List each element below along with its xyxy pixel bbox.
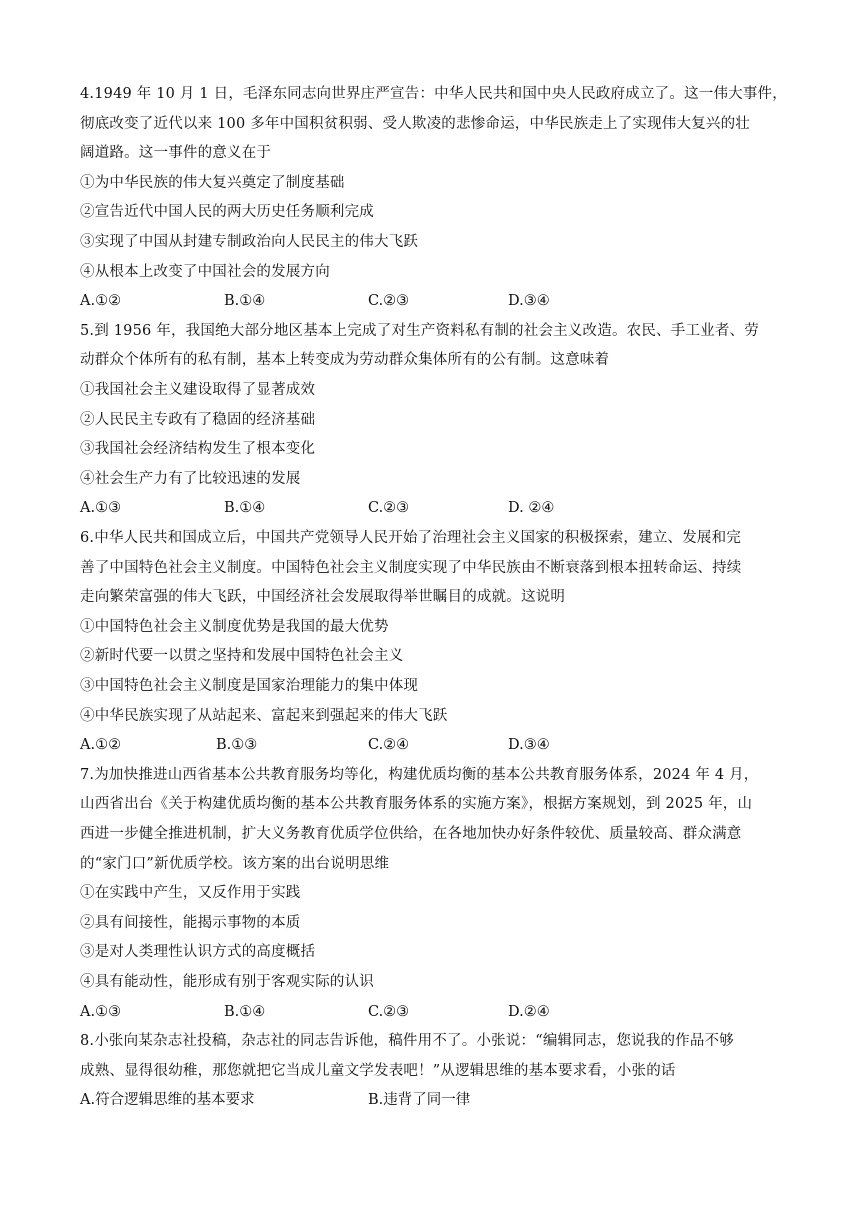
question-7-statement: ③是对人类理性认识方式的高度概括: [80, 944, 316, 961]
question-4-option[interactable]: D.③④: [508, 293, 550, 310]
question-4-statement: ④从根本上改变了中国社会的发展方向: [80, 263, 330, 280]
question-5-option[interactable]: D. ②④: [508, 500, 555, 517]
question-8-option[interactable]: A.符合逻辑思维的基本要求: [80, 1092, 255, 1109]
question-4-statement: ①为中华民族的伟大复兴奠定了制度基础: [80, 174, 345, 191]
question-4-stem-line: 彻底改变了近代以来 100 多年中国积贫积弱、受人欺凌的悲惨命运，中华民族走上了实现伟大复兴的壮: [80, 115, 750, 132]
question-6-statement: ②新时代要一以贯之坚持和发展中国特色社会主义: [80, 648, 404, 665]
question-7-stem-line: 7.为加快推进山西省基本公共教育服务均等化，构建优质均衡的基本公共教育服务体系，2024 年 4 月，: [80, 766, 759, 783]
question-5-option[interactable]: A.①③: [80, 500, 122, 517]
question-5-statement: ②人民民主专政有了稳固的经济基础: [80, 411, 316, 428]
question-4-stem-line: 4.1949 年 10 月 1 日，毛泽东同志向世界庄严宣告：中华人民共和国中央人民政府成立了。这一伟大事件，: [80, 86, 787, 102]
question-7-option[interactable]: C.②③: [368, 1003, 410, 1020]
question-7-statement: ④具有能动性，能形成有别于客观实际的认识: [80, 974, 374, 990]
question-7-option[interactable]: A.①③: [80, 1003, 122, 1020]
question-6-stem-line: 6.中华人民共和国成立后，中国共产党领导人民开始了治理社会主义国家的积极探索，建立、发展和完: [80, 530, 742, 546]
question-4-statement: ③实现了中国从封建专制政治向人民民主的伟大飞跃: [80, 234, 419, 250]
question-8-option[interactable]: B.违背了同一律: [368, 1092, 471, 1109]
question-6-stem-line: 走向繁荣富强的伟大飞跃，中国经济社会发展取得举世瞩目的成就。这说明: [80, 589, 566, 606]
question-7-statement: ①在实践中产生，又反作用于实践: [80, 885, 301, 902]
question-5-statement: ③我国社会经济结构发生了根本变化: [80, 441, 316, 458]
question-6-statement: ①中国特色社会主义制度优势是我国的最大优势: [80, 618, 389, 635]
question-5-option[interactable]: B.①④: [224, 500, 266, 517]
question-7-stem-line: 的“家门口”新优质学校。该方案的出台说明思维: [80, 855, 390, 872]
question-5-statement: ④社会生产力有了比较迅速的发展: [80, 470, 301, 487]
question-5-option[interactable]: C.②③: [368, 500, 410, 517]
question-5-statement: ①我国社会主义建设取得了显著成效: [80, 382, 316, 398]
question-5-stem-line: 5.到 1956 年，我国绝大部分地区基本上完成了对生产资料私有制的社会主义改造。农民、手工业者、劳: [80, 322, 759, 339]
question-6-statement: ④中华民族实现了从站起来、富起来到强起来的伟大飞跃: [80, 707, 448, 724]
question-6-option[interactable]: C.②④: [368, 737, 410, 754]
question-8-stem-line: 成熟、显得很幼稚，那您就把它当成儿童文学发表吧！”从逻辑思维的基本要求看，小张的话: [80, 1062, 676, 1079]
question-4-option[interactable]: A.①②: [80, 293, 122, 310]
question-5-stem-line: 动群众个体所有的私有制，基本上转变成为劳动群众集体所有的公有制。这意味着: [80, 352, 610, 369]
question-4-option[interactable]: B.①④: [224, 293, 266, 310]
question-8-stem-line: 8.小张向某杂志社投稿，杂志社的同志告诉他，稿件用不了。小张说：“编辑同志，您说我的作品不够: [80, 1033, 734, 1050]
question-7-option[interactable]: B.①④: [224, 1003, 266, 1020]
question-7-stem-line: 西进一步健全推进机制，扩大义务教育优质学位供给，在各地加快办好条件较优、质量较高、群众满意: [80, 826, 742, 842]
question-6-option[interactable]: D.③④: [508, 737, 550, 754]
question-6-option[interactable]: A.①②: [80, 737, 122, 754]
question-4-statement: ②宣告近代中国人民的两大历史任务顺利完成: [80, 204, 374, 221]
question-4-option[interactable]: C.②③: [368, 293, 410, 310]
question-7-option[interactable]: D.②④: [508, 1003, 550, 1020]
question-7-statement: ②具有间接性，能揭示事物的本质: [80, 914, 301, 931]
question-6-statement: ③中国特色社会主义制度是国家治理能力的集中体现: [80, 678, 419, 694]
question-6-stem-line: 善了中国特色社会主义制度。中国特色社会主义制度实现了中华民族由不断衰落到根本扭转命运、持续: [80, 559, 742, 576]
question-7-stem-line: 山西省出台《关于构建优质均衡的基本公共教育服务体系的实施方案》，根据方案规划，到 2025 年，山: [80, 796, 753, 813]
question-4-stem-line: 阔道路。这一事件的意义在于: [80, 145, 272, 162]
question-6-option[interactable]: B.①③: [216, 737, 258, 754]
